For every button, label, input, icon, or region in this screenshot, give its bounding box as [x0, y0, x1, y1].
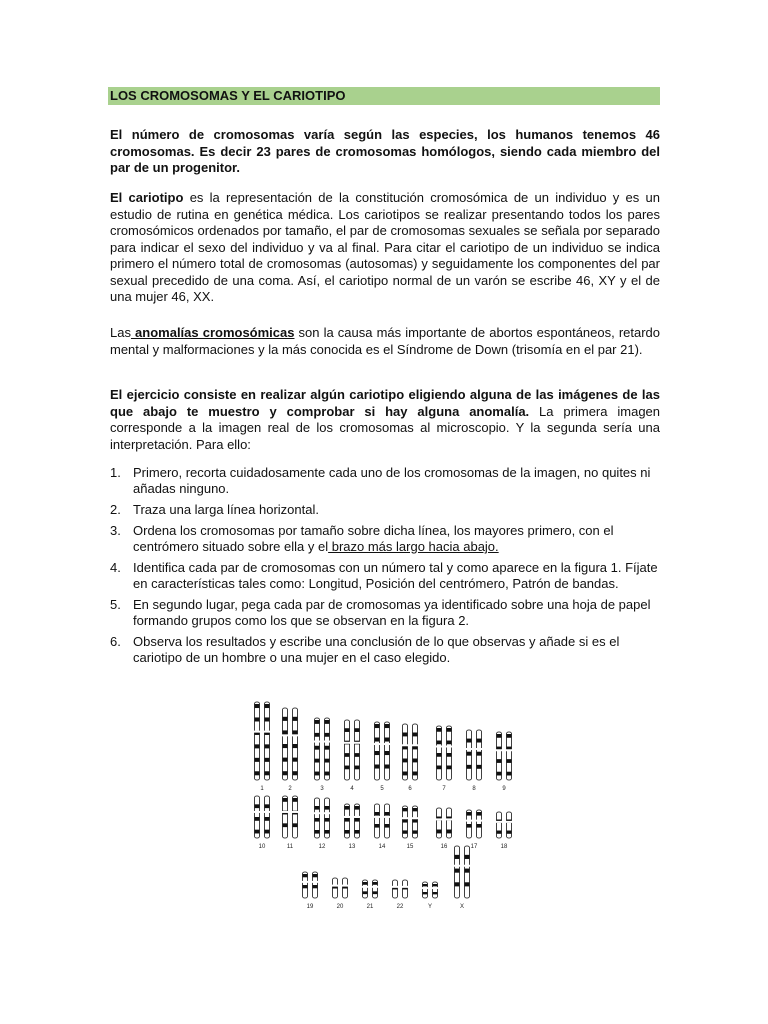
steps-list: [110, 465, 660, 671]
chromosome-label: Y: [427, 904, 433, 910]
chromosome-label: 6: [408, 786, 412, 792]
anomalias-text: son la causa más importante de abortos espontáneos, retardo mental y malformaciones y la más conocida es el Síndrome de Down (trisomía en el par 21).: [110, 325, 661, 357]
step-text: Observa los resultados y escribe una conclusión de lo que observas y añade si es el cariotipo de un hombre o una mujer en el caso elegido.: [133, 634, 620, 665]
anomalias-term: anomalías cromosómicas: [130, 325, 295, 340]
chromosome-pair: [436, 808, 452, 838]
chromosome-pair: [254, 702, 270, 780]
step-number: 6.: [110, 634, 121, 649]
step-text: Ordena los cromosomas por tamaño sobre dicha línea, los mayores primero, con el centrómero situado sobre ella y el: [133, 523, 614, 554]
step-underlined-text: brazo más largo hacia abajo.: [328, 539, 499, 554]
intro-paragraph: El número de cromosomas varía según las especies, los humanos tenemos 46 cromosomas. Es decir 23 pares de cromosomas homólogos, siendo cada miembro del par de un progenitor.: [110, 127, 660, 175]
chromosome-pair: [332, 878, 348, 898]
chromosome-label: 7: [442, 786, 446, 792]
chromosome-label: 20: [336, 904, 344, 910]
chromosome-pair: [392, 880, 408, 898]
ejercicio-text: La primera imagen corresponde a la imagen real de los cromosomas al microscopio. Y la segunda sería una interpretación. Para ello:: [110, 403, 661, 452]
chromosome-label: 21: [366, 904, 374, 910]
chromosome-label: 8: [472, 786, 476, 792]
chromosome-label: 11: [286, 844, 294, 850]
list-item: [110, 465, 660, 497]
cariotipo-text: es la representación de la constitución cromosómica de un individuo y es un estudio de rutina en genética médica. Los cariotipos se realizar presentando todos los pares cromosómicos ordenados por tamaño, el par de cromosomas sexuales se señala por separado para indicar el sexo del individuo y va al final. Para citar el cariotipo de un individuo se indica primero el número total de cromosomas (autosomas) y seguidamente los componentes del par sexual precedido de una coma. Así, el cariotipo normal de un varón se escribe 46, XY y el de una mujer 46, XX.: [110, 190, 660, 304]
chromosome-pair: [344, 804, 360, 838]
step-number: 4.: [110, 560, 121, 575]
page-title: LOS CROMOSOMAS Y EL CARIOTIPO: [108, 87, 660, 105]
step-number: 2.: [110, 502, 121, 517]
chromosome-pair: [314, 718, 330, 780]
step-number: 1.: [110, 465, 121, 480]
chromosome-label: 13: [348, 844, 356, 850]
chromosome-label: X: [459, 904, 465, 910]
chromosome-label: 18: [500, 844, 508, 850]
step-text: Identifica cada par de cromosomas con un número tal y como aparece en la figura 1. Fíjate en características tales como: Longitud, Posición del centrómero, Patrón de bandas.: [133, 560, 658, 591]
list-item: [110, 502, 660, 518]
chromosome-label: 15: [406, 844, 414, 850]
step-text: Primero, recorta cuidadosamente cada uno de los cromosomas de la imagen, no quites ni añadas ninguno.: [133, 465, 651, 496]
chromosome-label: 1: [260, 786, 264, 792]
chromosome-label: 12: [318, 844, 326, 850]
chromosome-label: 14: [378, 844, 386, 850]
karyotype-figure: [240, 700, 530, 930]
chromosome-pair: [496, 732, 512, 780]
list-item: [110, 523, 660, 555]
chromosome-label: 4: [350, 786, 354, 792]
chromosome-label: 3: [320, 786, 324, 792]
chromosome-label: 16: [440, 844, 448, 850]
chromosome-pair: [436, 726, 452, 780]
chromosome-pair: [314, 798, 330, 838]
chromosome-label: 5: [380, 786, 384, 792]
chromosome-pair: [362, 880, 378, 898]
chromosome-label: 17: [470, 844, 478, 850]
chromosome-pair: [374, 722, 390, 780]
chromosome-label: 2: [288, 786, 292, 792]
list-item: [110, 634, 660, 666]
chromosome-label: 10: [258, 844, 266, 850]
anomalias-paragraph: [110, 325, 660, 358]
anomalias-pre: Las: [110, 325, 131, 340]
chromosome-pair: [422, 882, 438, 898]
cariotipo-term: El cariotipo: [110, 190, 184, 205]
chromosome-pair: [282, 708, 298, 780]
list-item: [110, 597, 660, 629]
list-item: [110, 560, 660, 592]
chromosome-pair: [496, 812, 512, 838]
step-number: 5.: [110, 597, 121, 612]
cariotipo-paragraph: [110, 190, 660, 306]
step-text: Traza una larga línea horizontal.: [133, 502, 319, 517]
chromosome-pair: [374, 804, 390, 838]
chromosome-pair: [466, 810, 482, 838]
chromosome-pair: [402, 806, 418, 838]
ejercicio-bold: El ejercicio consiste en realizar algún cariotipo eligiendo alguna de las imágenes de las que abajo te muestro y comprobar si hay alguna anomalía.: [110, 387, 660, 419]
chromosome-pair: [254, 796, 270, 838]
chromosome-pair: [302, 872, 318, 898]
chromosome-label: 22: [396, 904, 404, 910]
chromosome-pair: [344, 720, 360, 780]
chromosome-pair: [402, 724, 418, 780]
step-number: 3.: [110, 523, 121, 538]
chromosome-pair: [466, 730, 482, 780]
ejercicio-paragraph: [110, 387, 660, 453]
chromosome-pair: [282, 796, 298, 838]
chromosome-pair: [454, 846, 470, 898]
chromosome-label: 9: [502, 786, 506, 792]
chromosome-label: 19: [306, 904, 314, 910]
step-text: En segundo lugar, pega cada par de cromosomas ya identificado sobre una hoja de papel formando grupos como los que se observan en la figura 2.: [133, 597, 651, 628]
